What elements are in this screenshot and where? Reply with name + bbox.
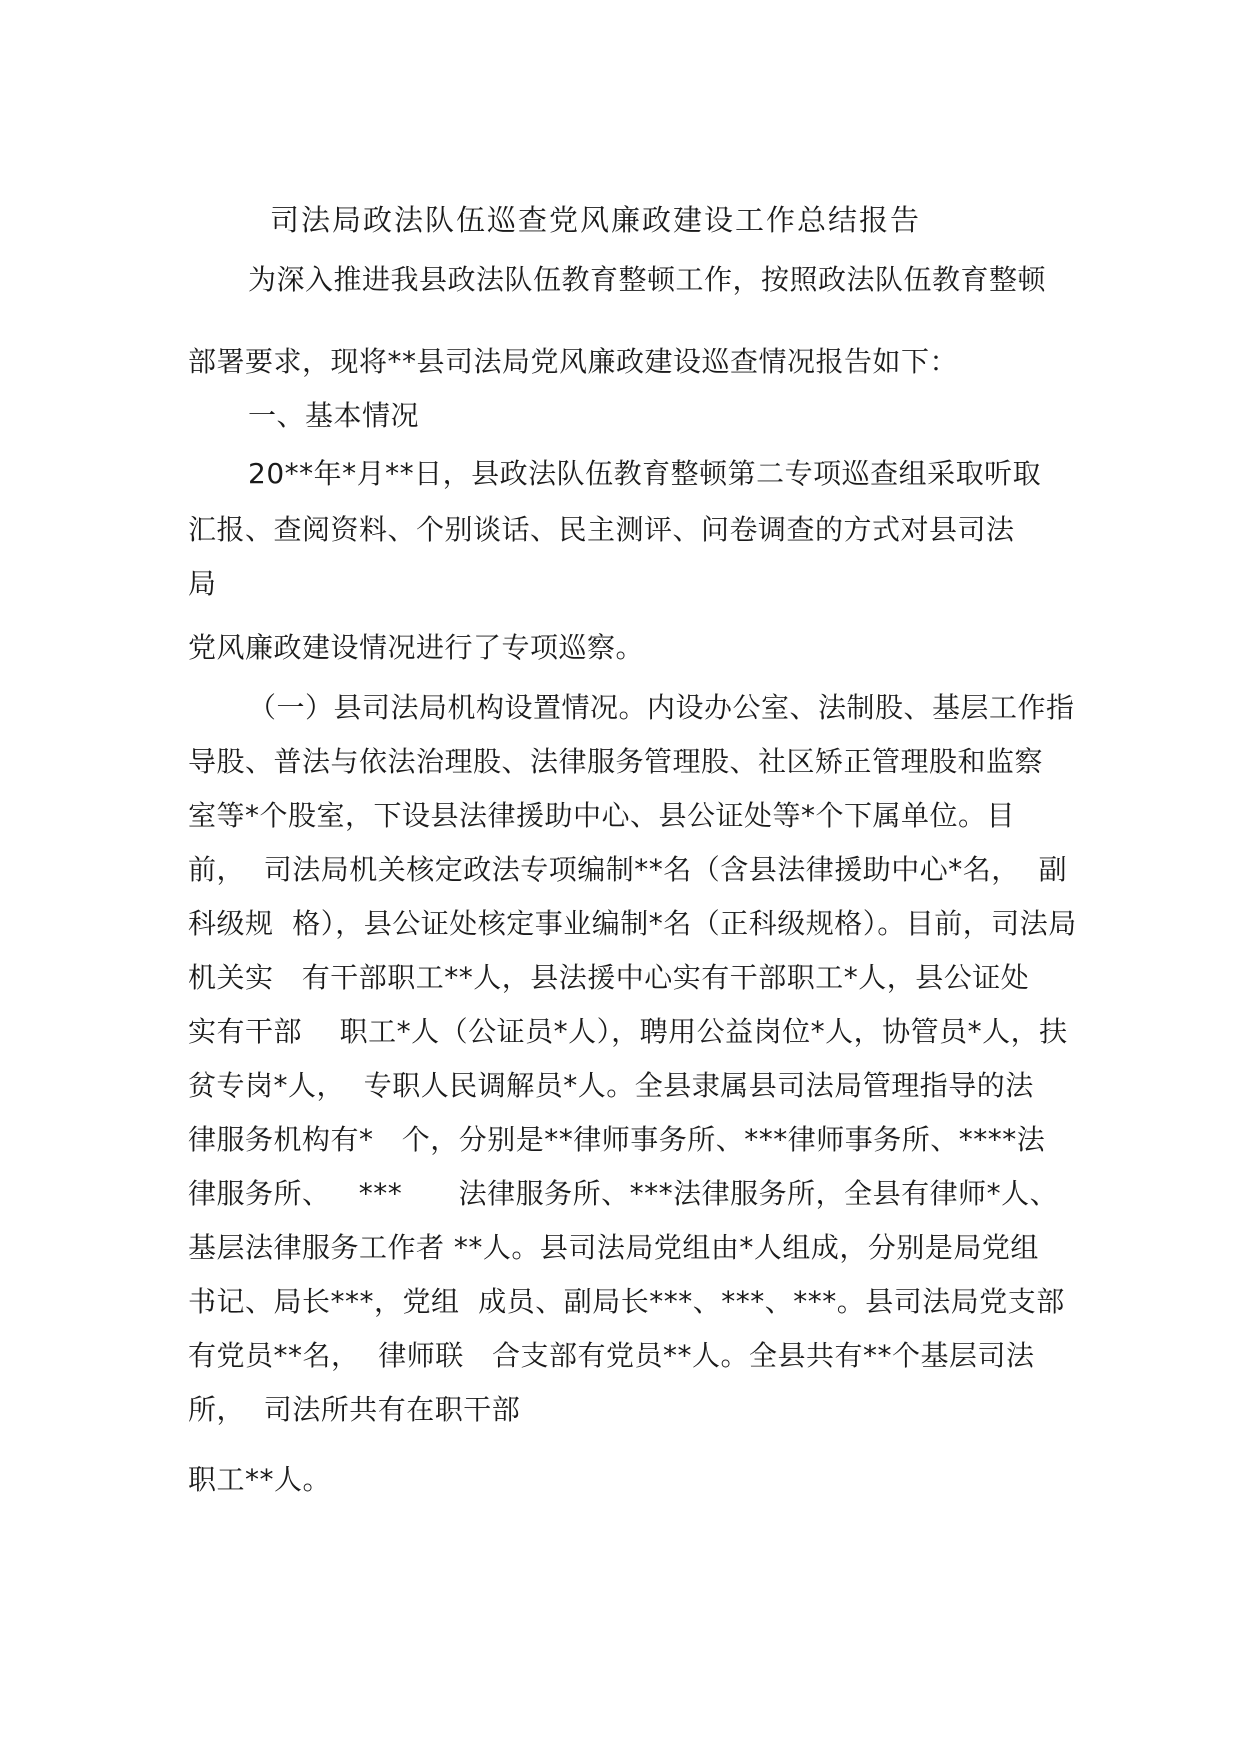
paragraph-line: 基层法律服务工作者 **人。县司法局党组由*人组成，分别是局党组 (188, 1231, 1039, 1264)
paragraph-line: 为深入推进我县政法队伍教育整顿工作，按照政法队伍教育整顿 (248, 263, 1047, 296)
paragraph-line: 贫专岗*人， 专职人民调解员*人。全县隶属县司法局管理指导的法 (188, 1069, 1034, 1102)
paragraph-line: 局 (188, 567, 217, 600)
paragraph-line: 有党员**名， 律师联 合支部有党员**人。全县共有**个基层司法 (188, 1339, 1035, 1372)
paragraph-line: 律服务所、 *** 法律服务所、***法律服务所，全县有律师*人、 (188, 1177, 1059, 1210)
paragraph-line: 律服务机构有* 个，分别是**律师事务所、***律师事务所、****法 (188, 1123, 1046, 1156)
paragraph-line: 前， 司法局机关核定政法专项编制**名（含县法律援助中心*名， 副 (188, 853, 1068, 886)
paragraph-line: （一）县司法局机构设置情况。内设办公室、法制股、基层工作指 (248, 691, 1075, 724)
paragraph-line: 部署要求，现将**县司法局党风廉政建设巡查情况报告如下： (188, 345, 959, 378)
paragraph-line: 室等*个股室，下设县法律援助中心、县公证处等*个下属单位。目 (188, 799, 1016, 832)
paragraph-line: 导股、普法与依法治理股、法律服务管理股、社区矫正管理股和监察 (188, 745, 1044, 778)
paragraph-line: 实有干部 职工*人（公证员*人），聘用公益岗位*人，协管员*人，扶 (188, 1015, 1068, 1048)
paragraph-line: 20**年*月**日，县政法队伍教育整顿第二专项巡查组采取听取 (248, 457, 1042, 490)
paragraph-line: 党风廉政建设情况进行了专项巡察。 (188, 631, 645, 664)
paragraph-line: 汇报、查阅资料、个别谈话、民主测评、问卷调查的方式对县司法 (188, 513, 1015, 546)
paragraph-line: 书记、局长***，党组 成员、副局长***、***、***。县司法局党支部 (188, 1285, 1065, 1318)
paragraph-line: 所， 司法所共有在职干部 (188, 1393, 521, 1426)
paragraph-line: 科级规 格），县公证处核定事业编制*名（正科级规格）。目前，司法局 (188, 907, 1077, 940)
paragraph-line: 职工**人。 (188, 1463, 332, 1496)
paragraph-line: 机关实 有干部职工**人，县法援中心实有干部职工*人，县公证处 (188, 961, 1030, 994)
section-heading: 一、基本情况 (248, 399, 420, 432)
report-title: 司法局政法队伍巡查党风廉政建设工作总结报告 (270, 203, 922, 237)
